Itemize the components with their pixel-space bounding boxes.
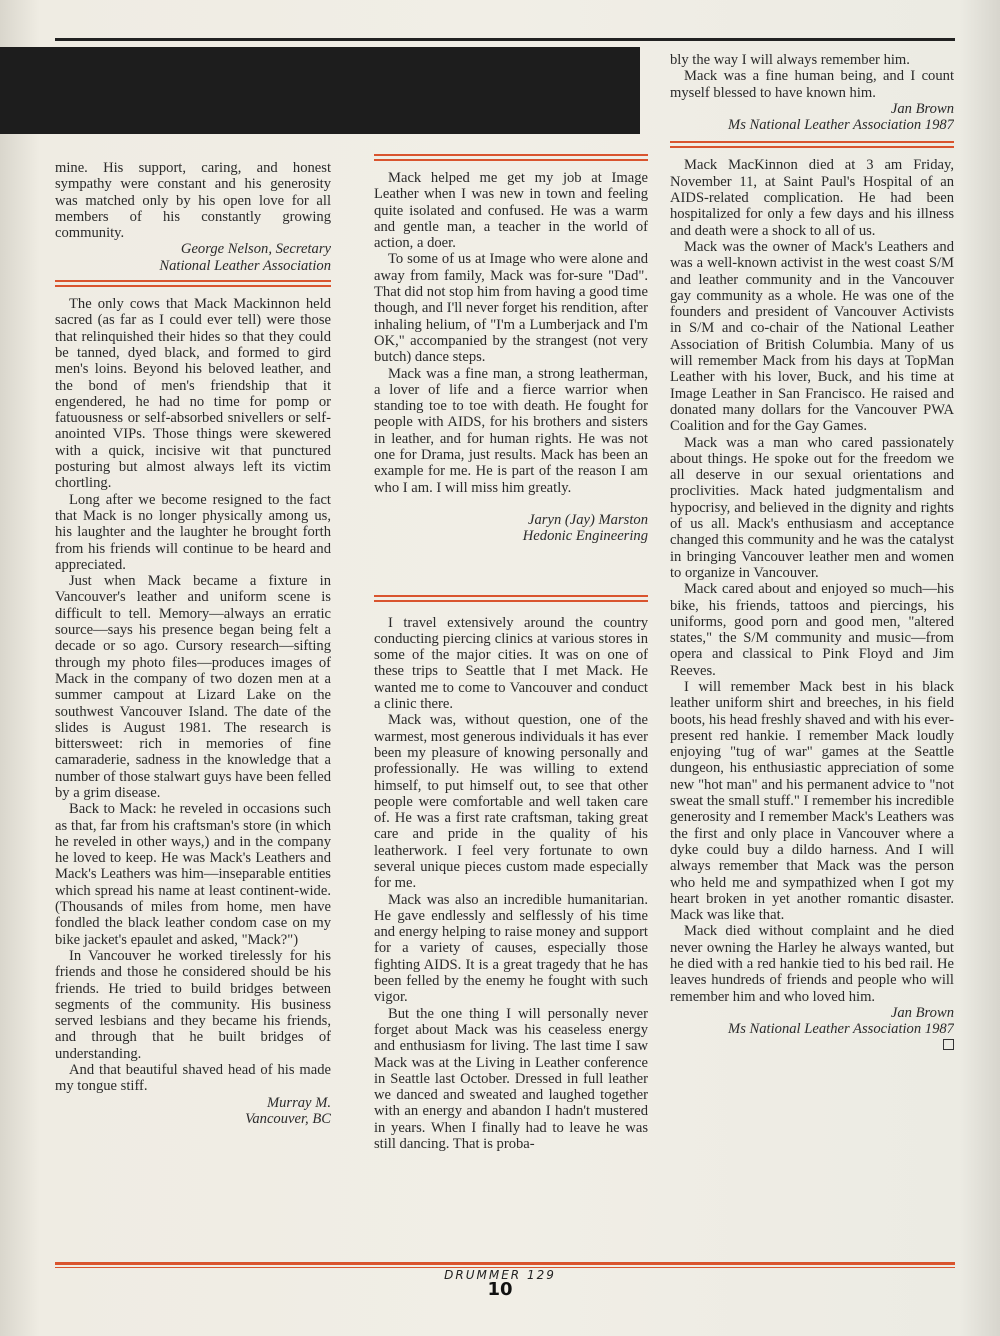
section-divider <box>55 280 331 288</box>
tribute-text: Just when Mack became a fixture in Vancouver's leather and uniform scene is difficult to tell. Memory—always an erratic source—says his presence began being felt a decade or so ago. Cursory research—sifting through my photo files—produces images of Mack in the company of two dozen men at a summer campout at Lizard Lake on the southwest Vancouver Island. The date of the slides is August 1981. The research is bittersweet: rich in memories of fine camaraderie, sadness in the knowledge that a number of those stalwart guys have been felled by a grim disease. <box>55 573 331 801</box>
column-2 <box>374 148 648 1258</box>
tribute-text: Mack was the owner of Mack's Leathers and was a well-known activist in the west coast S/M and leather community and in the Vancouver gay community as a whole. He was one of the founders and president of Vancouver Activists in S/M and co-chair of the National Leather Association of British Columbia. Many of us will remember Mack from his days at TopMan Leather with his lover, Buck, and his time at Image Leather in San Francisco. He raised and donated many dollars for the Vancouver PWA Coalition and for the Gay Games. <box>670 238 954 435</box>
tribute-text: But the one thing I will personally never forget about Mack was his ceaseless energy and enthusiasm for living. The last time I saw Mack was at the Living in Leather conference in Seattle last October. Dressed in full leather we danced and sweated and laughed together with an energy and abandon I hadn't mustered in years. When I finally had to leave he was still dancing. That is proba- <box>374 1005 648 1153</box>
tribute-text: mine. His support, caring, and honest sympathy were constant and his generosity was matched only by his open love for all members of his constantly growing community. <box>55 160 331 242</box>
section-divider <box>374 595 648 603</box>
section-divider <box>670 141 954 149</box>
top-rule <box>55 38 955 41</box>
tribute-text: In Vancouver he worked tirelessly for his friends and those he considered should be his friends. He tried to build bridges between segments of the community. His business served lesbians and they became his friends, and through that he built bridges of understanding. <box>55 947 331 1062</box>
tribute-text: Mack was also an incredible humanitarian. He gave endlessly and selflessly of his time and energy helping to raise money and support for a variety of causes, especially those fighting AIDS. It is a great tragedy that he has been felled by the enemy he fought with such vigor. <box>374 891 648 1006</box>
signature-org: Ms National Leather Association 1987 <box>728 1021 954 1038</box>
section-divider <box>374 154 648 162</box>
signature-name: Murray M. <box>266 1094 331 1111</box>
signature-org: Hedonic Engineering <box>522 528 648 545</box>
tribute-text: Mack was a man who cared passionately about things. He spoke out for the freedom we all deserve in our sexual orientations and proclivities. Mack hated judgmentalism and hypocrisy, and believed in the dignity and rights of us all. Mack's enthusiasm and acceptance changed this community and he was the catalyst in bringing Vancouver leather men and women to organize in Vancouver. <box>670 434 954 581</box>
tribute-text: Mack helped me get my job at Image Leather when I was new in town and feeling quite isolated and confused. He was a warm and gentle man, a teacher in the world of action, a doer. <box>374 170 648 252</box>
tribute-text: Mack died without complaint and he died never owning the Harley he always wanted, but he died with a red hankie tied to his bed rail. He leaves hundreds of friends and people who will remember him and who loved him. <box>670 923 954 1005</box>
tribute-text: Mack cared about and enjoyed so much—his bike, his friends, tattoos and piercings, his uniforms, good porn and good men, "altered states," the S/M community and music—from opera and classical to Pink Floyd and Jim Reeves. <box>670 581 954 679</box>
signature-org: Ms National Leather Association 1987 <box>728 117 954 134</box>
page-number: 10 <box>487 1279 513 1300</box>
signature-org: National Leather Association <box>159 257 331 274</box>
tribute-text: I travel extensively around the country conducting piercing clinics at various stores in some of the major cities. It was on one of these trips to Seattle that I met Mack. He wanted me to come to Vancouver and conduct a clinic there. <box>374 614 648 713</box>
end-mark-row <box>670 1038 954 1054</box>
tribute-text: The only cows that Mack Mackinnon held sacred (as far as I could ever tell) were those that relinquished their hides so that they could be tanned, dyed black, and formed to gird men's loins. Beyond his beloved leather, and the bond of men's friendship that it engendered, he had no time for pomp or fatuousness or self-absorbed snivellers or self-anointed VIPs. Those things were skewered with a quick, incisive wit that punctured posturing but almost always left its victim chortling. <box>55 296 331 492</box>
signature-name: Jan Brown <box>890 100 954 117</box>
signature-name: Jan Brown <box>890 1004 954 1021</box>
tribute-text: Mack was a fine man, a strong leatherman, a lover of life and a fierce warrior when standing toe to toe with death. He fought for people with AIDS, for his brothers and sisters in leather, and for human rights. He was not one for Drama, just results. Mack has been an example for me. He is part of the reason I am who I am. I will miss him greatly. <box>374 365 648 496</box>
signature-name: George Nelson, Secretary <box>180 241 331 258</box>
signature-org: Vancouver, BC <box>245 1110 331 1127</box>
black-banner <box>0 47 640 134</box>
tribute-text: bly the way I will always remember him. <box>670 52 910 68</box>
tribute-text: Mack was a fine human being, and I count myself blessed to have known him. <box>670 68 954 101</box>
column-1 <box>55 160 331 1260</box>
signature-name: Jaryn (Jay) Marston <box>528 511 648 528</box>
tribute-text: Mack was, without question, one of the warmest, most generous individuals it has ever been my pleasure of knowing personally and professionally. He was willing to extend himself, to put himself out, to see that other people were comfortable and well taken care of. He was a first rate craftsman, taking great care and pride in the quality of his leatherwork. I feel very fortunate to own several unique pieces custom made especially for me. <box>374 712 648 892</box>
end-of-article-icon <box>943 1039 954 1050</box>
tribute-text: Back to Mack: he reveled in occasions such as that, far from his craftsman's store (in which he reveled in other ways,) and in the company he loved to keep. He was Mack's Leathers and Mack's Leathers was him—inseparable entities which spread his name at least continent-wide. (Thousands of miles from home, men have fondled the black leather condom case on my bike jacket's epaulet and asked, "Mack?") <box>55 801 331 948</box>
tribute-text: Mack MacKinnon died at 3 am Friday, November 11, at Saint Paul's Hospital of an AIDS-related complication. He had been hospitalized for only a few days and his illness and death were a shock to all of us. <box>670 157 954 239</box>
bottom-rule <box>55 1262 955 1265</box>
tribute-text: And that beautiful shaved head of his made my tongue stiff. <box>55 1062 331 1095</box>
tribute-text: I will remember Mack best in his black leather uniform shirt and breeches, in his field boots, his head freshly shaved and with his ever-present red hankie. I remember Mack loudly enjoying "tug of war" games at the Seattle dungeon, his enthusiastic appreciation of some new "hot man" and his permanent advice to "not sweat the small stuff." I remember his incredible generosity and I remember Mack's Leathers was the first and only place in Vancouver where a dyke could buy a dildo harness. And I will always remember that Mack was the person who held me and sympathized when I got my heart broken in yet another romantic disaster. Mack was like that. <box>670 678 954 924</box>
magazine-folio: DRUMMER 129 <box>444 1268 556 1282</box>
tribute-text: Long after we become resigned to the fact that Mack is no longer physically among us, his laughter and the laughter he brought forth from his friends will continue to be heard and appreciated. <box>55 491 331 573</box>
tribute-text: To some of us at Image who were alone and away from family, Mack was for-sure "Dad". That did not stop him from having a good time though, and I'll never forget his rendition, after inhaling helium, of "I'm a Lumberjack and I'm OK," accompanied by the strangest (not very butch) dance steps. <box>374 251 648 366</box>
column-3 <box>670 52 954 1262</box>
